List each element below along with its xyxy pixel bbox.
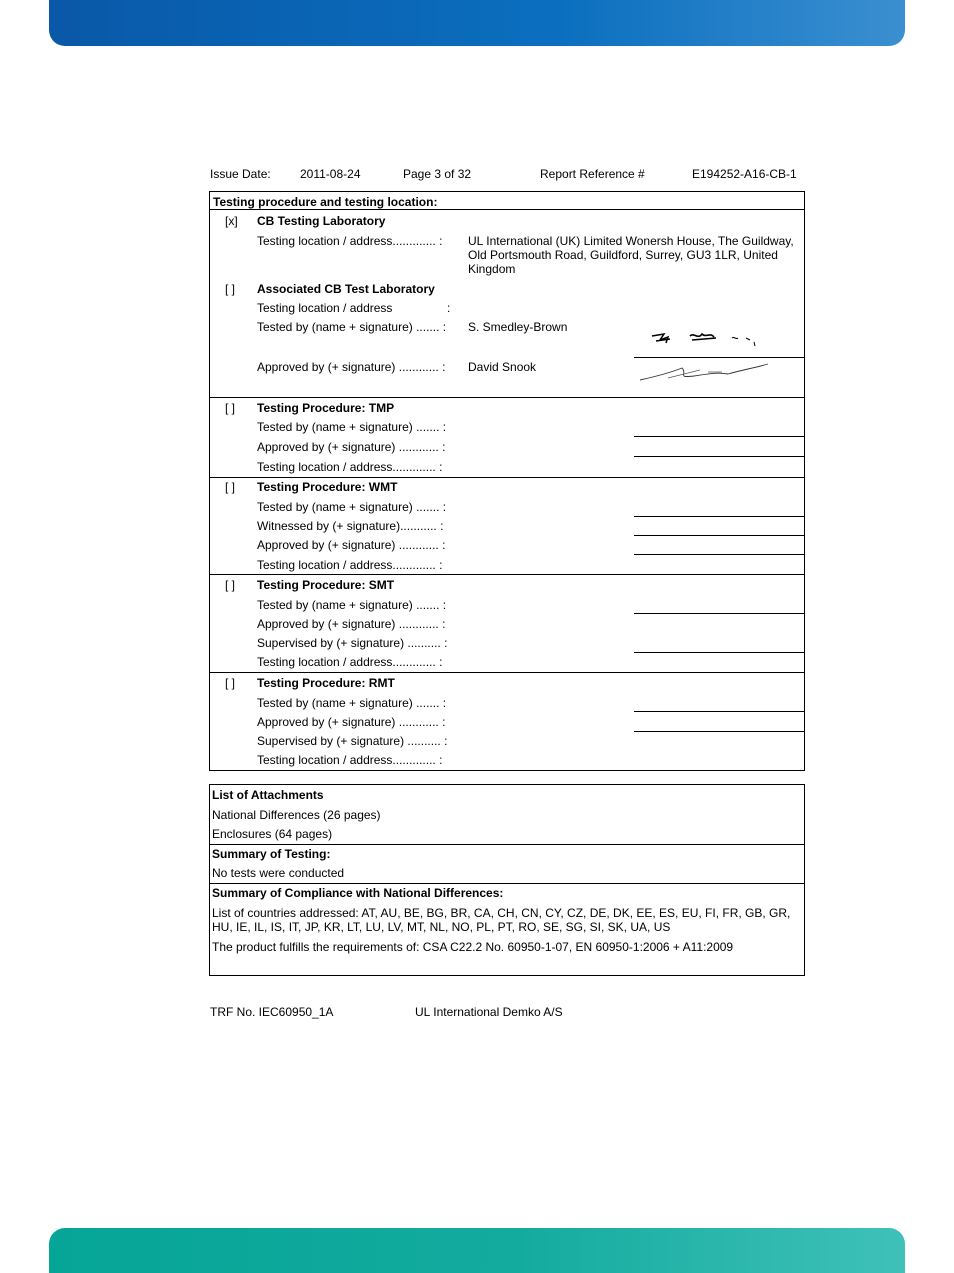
attachment-item: National Differences (26 pages) <box>212 808 381 822</box>
wmt-location-label: Testing location / address............. : <box>257 558 443 572</box>
assoc-lab-approved-label: Approved by (+ signature) ............ : <box>257 360 446 374</box>
assoc-lab-location-colon: : <box>447 301 451 315</box>
attachment-item: Enclosures (64 pages) <box>212 827 333 841</box>
signature-line <box>634 613 805 614</box>
page-number: Page 3 of 32 <box>403 167 472 181</box>
divider <box>209 574 805 575</box>
compliance-heading: Summary of Compliance with National Differences: <box>212 886 504 900</box>
rmt-tested-label: Tested by (name + signature) ....... : <box>257 696 447 710</box>
tmp-location-label: Testing location / address............. : <box>257 460 443 474</box>
report-reference-label: Report Reference # <box>540 167 645 181</box>
checkbox-smt: [ ] <box>225 578 236 592</box>
checkbox-rmt: [ ] <box>225 676 236 690</box>
rmt-approved-label: Approved by (+ signature) ............ : <box>257 715 446 729</box>
divider <box>209 672 805 673</box>
checkbox-assoc-lab: [ ] <box>225 282 236 296</box>
countries-list: List of countries addressed: AT, AU, BE, BG, BR, CA, CH, CN, CY, CZ, DE, DK, EE, ES, EU, FI, FR, GB, GR, HU, IE, IL, IS, IT, JP, KR, LT, LU, LV, MT, NL, NO, PL, PT, RO, SE, SG, SI, SK, UA, US <box>212 906 791 934</box>
divider <box>209 209 805 210</box>
tmp-approved-label: Approved by (+ signature) ............ : <box>257 440 446 454</box>
signature-line <box>634 731 805 732</box>
footer-band <box>49 1228 905 1273</box>
smt-supervised-label: Supervised by (+ signature) .......... : <box>257 636 448 650</box>
smt-approved-label: Approved by (+ signature) ............ : <box>257 617 446 631</box>
report-reference: E194252-A16-CB-1 <box>692 167 797 181</box>
issue-date: 2011-08-24 <box>300 167 361 181</box>
wmt-approved-label: Approved by (+ signature) ............ : <box>257 538 446 552</box>
assoc-lab-location-label: Testing location / address <box>257 301 393 315</box>
smt-location-label: Testing location / address............. : <box>257 655 443 669</box>
checkbox-wmt: [ ] <box>225 480 236 494</box>
rmt-title: Testing Procedure: RMT <box>257 676 395 690</box>
signature-line <box>634 554 805 555</box>
signature-line <box>634 652 805 653</box>
divider <box>209 883 805 884</box>
cb-lab-location-label: Testing location / address............. : <box>257 234 443 248</box>
divider <box>209 397 805 398</box>
cb-lab-title: CB Testing Laboratory <box>257 214 386 228</box>
cb-lab-location-value: UL International (UK) Limited Wonersh House, The Guildway, Old Portsmouth Road, Guildford, Surrey, GU3 1LR, United Kingdom <box>468 234 794 276</box>
signature-line <box>634 535 805 536</box>
divider <box>209 844 805 845</box>
testing-heading: Testing procedure and testing location: <box>213 195 438 209</box>
issue-date-label: Issue Date: <box>210 167 271 181</box>
signature-line <box>634 711 805 712</box>
header-band <box>49 0 905 46</box>
assoc-lab-tested-label: Tested by (name + signature) ....... : <box>257 320 447 334</box>
signature-line <box>634 456 805 457</box>
signature-line <box>634 357 805 358</box>
signature-line <box>634 516 805 517</box>
fulfills-text: The product fulfills the requirements of: CSA C22.2 No. 60950-1-07, EN 60950-1:2006 + A11:2009 <box>212 940 734 954</box>
summary-heading: Summary of Testing: <box>212 847 331 861</box>
wmt-witnessed-label: Witnessed by (+ signature)........... : <box>257 519 444 533</box>
summary-text: No tests were conducted <box>212 866 345 880</box>
rmt-location-label: Testing location / address............. : <box>257 753 443 767</box>
smt-tested-label: Tested by (name + signature) ....... : <box>257 598 447 612</box>
smt-title: Testing Procedure: SMT <box>257 578 395 592</box>
signature-line <box>634 436 805 437</box>
divider <box>209 477 805 478</box>
checkbox-cb-lab: [x] <box>225 214 238 228</box>
signature-tester <box>650 328 765 350</box>
tmp-title: Testing Procedure: TMP <box>257 401 395 415</box>
attachments-heading: List of Attachments <box>212 788 324 802</box>
wmt-tested-label: Tested by (name + signature) ....... : <box>257 500 447 514</box>
assoc-lab-approved-value: David Snook <box>468 360 537 374</box>
organization: UL International Demko A/S <box>415 1005 563 1019</box>
trf-number: TRF No. IEC60950_1A <box>210 1005 334 1019</box>
assoc-lab-tested-value: S. Smedley-Brown <box>468 320 568 334</box>
assoc-lab-title: Associated CB Test Laboratory <box>257 282 435 296</box>
signature-approver <box>638 362 770 384</box>
checkbox-tmp: [ ] <box>225 401 236 415</box>
wmt-title: Testing Procedure: WMT <box>257 480 398 494</box>
tmp-tested-label: Tested by (name + signature) ....... : <box>257 420 447 434</box>
rmt-supervised-label: Supervised by (+ signature) .......... : <box>257 734 448 748</box>
